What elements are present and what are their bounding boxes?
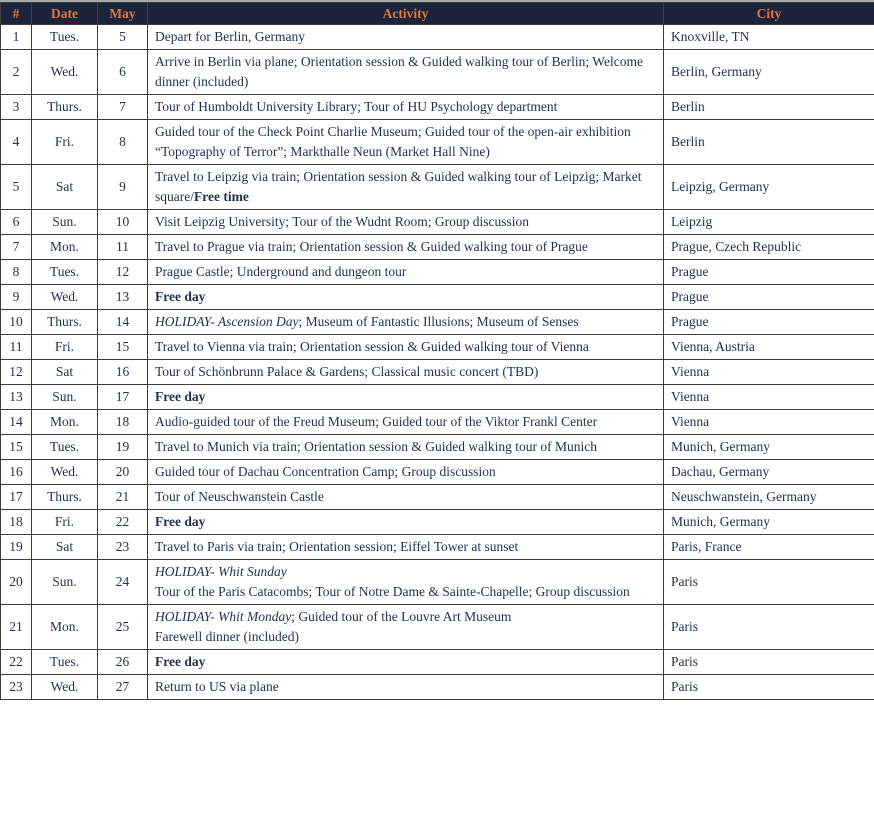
row-num-cell: 22	[1, 650, 32, 675]
activity-cell	[148, 385, 664, 410]
row-num-cell: 21	[1, 605, 32, 650]
activity-cell	[148, 435, 664, 460]
table-row	[1, 235, 874, 260]
city-cell: Vienna	[664, 360, 874, 385]
activity-text-segment: HOLIDAY- Ascension Day	[155, 314, 299, 329]
activity-cell	[148, 460, 664, 485]
activity-cell	[148, 335, 664, 360]
may-date-cell: 22	[98, 510, 148, 535]
city-cell: Knoxville, TN	[664, 25, 874, 50]
col-header-may: May	[98, 3, 148, 25]
activity-text-segment: Travel to Munich via train; Orientation session & Guided walking tour of Munich	[155, 439, 597, 454]
activity-text-segment: Travel to Leipzig via train; Orientation session & Guided walking tour of Leipzig; Market square/	[155, 169, 642, 204]
table-row	[1, 120, 874, 165]
activity-cell	[148, 260, 664, 285]
may-date-cell: 11	[98, 235, 148, 260]
table-row	[1, 335, 874, 360]
col-header-activity: Activity	[148, 3, 664, 25]
table-row	[1, 385, 874, 410]
may-date-cell: 23	[98, 535, 148, 560]
row-num-cell: 5	[1, 165, 32, 210]
table-row	[1, 485, 874, 510]
city-cell: Paris	[664, 650, 874, 675]
day-cell: Tues.	[32, 260, 98, 285]
city-cell: Paris	[664, 560, 874, 605]
may-date-cell: 16	[98, 360, 148, 385]
may-date-cell: 12	[98, 260, 148, 285]
city-cell: Berlin	[664, 95, 874, 120]
row-num-cell: 6	[1, 210, 32, 235]
activity-text-segment: Arrive in Berlin via plane; Orientation session & Guided walking tour of Berlin; Welcome dinner (included)	[155, 54, 643, 89]
activity-text-segment: Free day	[155, 389, 206, 404]
activity-text-segment: Free day	[155, 654, 206, 669]
activity-cell	[148, 605, 664, 650]
row-num-cell: 11	[1, 335, 32, 360]
table-row	[1, 360, 874, 385]
activity-text-segment: Travel to Paris via train; Orientation session; Eiffel Tower at sunset	[155, 539, 519, 554]
day-cell: Wed.	[32, 460, 98, 485]
activity-cell	[148, 485, 664, 510]
activity-text-segment: Tour of Schönbrunn Palace & Gardens; Classical music concert (TBD)	[155, 364, 539, 379]
table-row	[1, 510, 874, 535]
day-cell: Tues.	[32, 435, 98, 460]
activity-text-segment: Farewell dinner (included)	[155, 629, 299, 644]
may-date-cell: 27	[98, 675, 148, 700]
col-header-date: Date	[32, 3, 98, 25]
may-date-cell: 5	[98, 25, 148, 50]
may-date-cell: 25	[98, 605, 148, 650]
day-cell: Fri.	[32, 120, 98, 165]
row-num-cell: 14	[1, 410, 32, 435]
city-cell: Berlin, Germany	[664, 50, 874, 95]
activity-text-segment: Tour of the Paris Catacombs; Tour of Notre Dame & Sainte-Chapelle; Group discussion	[155, 584, 630, 599]
city-cell: Berlin	[664, 120, 874, 165]
city-cell: Paris, France	[664, 535, 874, 560]
city-cell: Munich, Germany	[664, 435, 874, 460]
may-date-cell: 6	[98, 50, 148, 95]
city-cell: Vienna, Austria	[664, 335, 874, 360]
row-num-cell: 7	[1, 235, 32, 260]
col-header-city: City	[664, 3, 874, 25]
day-cell: Sun.	[32, 560, 98, 605]
day-cell: Sat	[32, 165, 98, 210]
day-cell: Tues.	[32, 25, 98, 50]
header-row	[1, 3, 874, 25]
city-cell: Neuschwanstein, Germany	[664, 485, 874, 510]
day-cell: Sat	[32, 360, 98, 385]
may-date-cell: 18	[98, 410, 148, 435]
city-cell: Paris	[664, 675, 874, 700]
col-header-num: #	[1, 3, 32, 25]
may-date-cell: 10	[98, 210, 148, 235]
row-num-cell: 2	[1, 50, 32, 95]
day-cell: Fri.	[32, 335, 98, 360]
day-cell: Thurs.	[32, 485, 98, 510]
activity-text-segment: Tour of Neuschwanstein Castle	[155, 489, 324, 504]
may-date-cell: 24	[98, 560, 148, 605]
day-cell: Mon.	[32, 410, 98, 435]
row-num-cell: 1	[1, 25, 32, 50]
table-row	[1, 460, 874, 485]
row-num-cell: 10	[1, 310, 32, 335]
table-row	[1, 165, 874, 210]
table-row	[1, 285, 874, 310]
may-date-cell: 20	[98, 460, 148, 485]
table-row	[1, 435, 874, 460]
may-date-cell: 19	[98, 435, 148, 460]
activity-cell	[148, 310, 664, 335]
table-row	[1, 605, 874, 650]
activity-text-segment: ; Guided tour of the Louvre Art Museum	[291, 609, 512, 624]
city-cell: Prague	[664, 260, 874, 285]
may-date-cell: 14	[98, 310, 148, 335]
day-cell: Wed.	[32, 50, 98, 95]
may-date-cell: 17	[98, 385, 148, 410]
activity-cell	[148, 535, 664, 560]
activity-text-segment: Depart for Berlin, Germany	[155, 29, 305, 44]
activity-cell	[148, 95, 664, 120]
table-row	[1, 310, 874, 335]
day-cell: Tues.	[32, 650, 98, 675]
activity-text-segment: Free time	[193, 189, 249, 204]
activity-cell	[148, 510, 664, 535]
activity-text-segment: HOLIDAY- Whit Monday	[155, 609, 292, 624]
activity-cell	[148, 25, 664, 50]
table-row	[1, 650, 874, 675]
activity-text-segment: Free day	[155, 514, 206, 529]
day-cell: Thurs.	[32, 95, 98, 120]
activity-cell	[148, 560, 664, 605]
day-cell: Sat	[32, 535, 98, 560]
activity-cell	[148, 50, 664, 95]
city-cell: Vienna	[664, 385, 874, 410]
row-num-cell: 3	[1, 95, 32, 120]
city-cell: Prague	[664, 310, 874, 335]
day-cell: Wed.	[32, 675, 98, 700]
day-cell: Thurs.	[32, 310, 98, 335]
day-cell: Wed.	[32, 285, 98, 310]
activity-text-segment: ; Museum of Fantastic Illusions; Museum of Senses	[298, 314, 579, 329]
activity-text-segment: Free day	[155, 289, 206, 304]
activity-text-segment: Return to US via plane	[155, 679, 279, 694]
activity-cell	[148, 285, 664, 310]
activity-text-segment: Prague Castle; Underground and dungeon tour	[155, 264, 407, 279]
table-row	[1, 25, 874, 50]
activity-text-segment: HOLIDAY- Whit Sunday	[155, 564, 287, 579]
activity-cell	[148, 650, 664, 675]
table-row	[1, 95, 874, 120]
row-num-cell: 19	[1, 535, 32, 560]
table-row	[1, 535, 874, 560]
activity-text-segment: Travel to Vienna via train; Orientation session & Guided walking tour of Vienna	[155, 339, 589, 354]
day-cell: Fri.	[32, 510, 98, 535]
itinerary-table	[0, 2, 874, 700]
day-cell: Sun.	[32, 385, 98, 410]
table-row	[1, 410, 874, 435]
may-date-cell: 7	[98, 95, 148, 120]
activity-cell	[148, 360, 664, 385]
day-cell: Mon.	[32, 235, 98, 260]
activity-text-segment: Visit Leipzig University; Tour of the Wudnt Room; Group discussion	[155, 214, 530, 229]
activity-cell	[148, 675, 664, 700]
city-cell: Prague	[664, 285, 874, 310]
row-num-cell: 8	[1, 260, 32, 285]
city-cell: Leipzig	[664, 210, 874, 235]
table-row	[1, 50, 874, 95]
may-date-cell: 26	[98, 650, 148, 675]
activity-cell	[148, 165, 664, 210]
table-row	[1, 210, 874, 235]
row-num-cell: 17	[1, 485, 32, 510]
city-cell: Paris	[664, 605, 874, 650]
activity-cell	[148, 235, 664, 260]
row-num-cell: 20	[1, 560, 32, 605]
row-num-cell: 16	[1, 460, 32, 485]
row-num-cell: 23	[1, 675, 32, 700]
row-num-cell: 13	[1, 385, 32, 410]
city-cell: Munich, Germany	[664, 510, 874, 535]
activity-text-segment: Tour of Humboldt University Library; Tour of HU Psychology department	[155, 99, 558, 114]
table-row	[1, 260, 874, 285]
table-row	[1, 675, 874, 700]
may-date-cell: 13	[98, 285, 148, 310]
row-num-cell: 18	[1, 510, 32, 535]
table-row	[1, 560, 874, 605]
row-num-cell: 12	[1, 360, 32, 385]
may-date-cell: 21	[98, 485, 148, 510]
row-num-cell: 4	[1, 120, 32, 165]
may-date-cell: 8	[98, 120, 148, 165]
city-cell: Vienna	[664, 410, 874, 435]
activity-text-segment: Audio-guided tour of the Freud Museum; Guided tour of the Viktor Frankl Center	[155, 414, 598, 429]
day-cell: Mon.	[32, 605, 98, 650]
city-cell: Dachau, Germany	[664, 460, 874, 485]
activity-text-segment: Guided tour of the Check Point Charlie Museum; Guided tour of the open-air exhibition “Topography of Terror”; Markthalle Neun (Market Hall Nine)	[155, 124, 631, 159]
city-cell: Leipzig, Germany	[664, 165, 874, 210]
row-num-cell: 9	[1, 285, 32, 310]
activity-text-segment: Guided tour of Dachau Concentration Camp; Group discussion	[155, 464, 496, 479]
activity-cell	[148, 210, 664, 235]
may-date-cell: 9	[98, 165, 148, 210]
may-date-cell: 15	[98, 335, 148, 360]
row-num-cell: 15	[1, 435, 32, 460]
city-cell: Prague, Czech Republic	[664, 235, 874, 260]
day-cell: Sun.	[32, 210, 98, 235]
activity-cell	[148, 410, 664, 435]
activity-cell	[148, 120, 664, 165]
activity-text-segment: Travel to Prague via train; Orientation session & Guided walking tour of Prague	[155, 239, 588, 254]
